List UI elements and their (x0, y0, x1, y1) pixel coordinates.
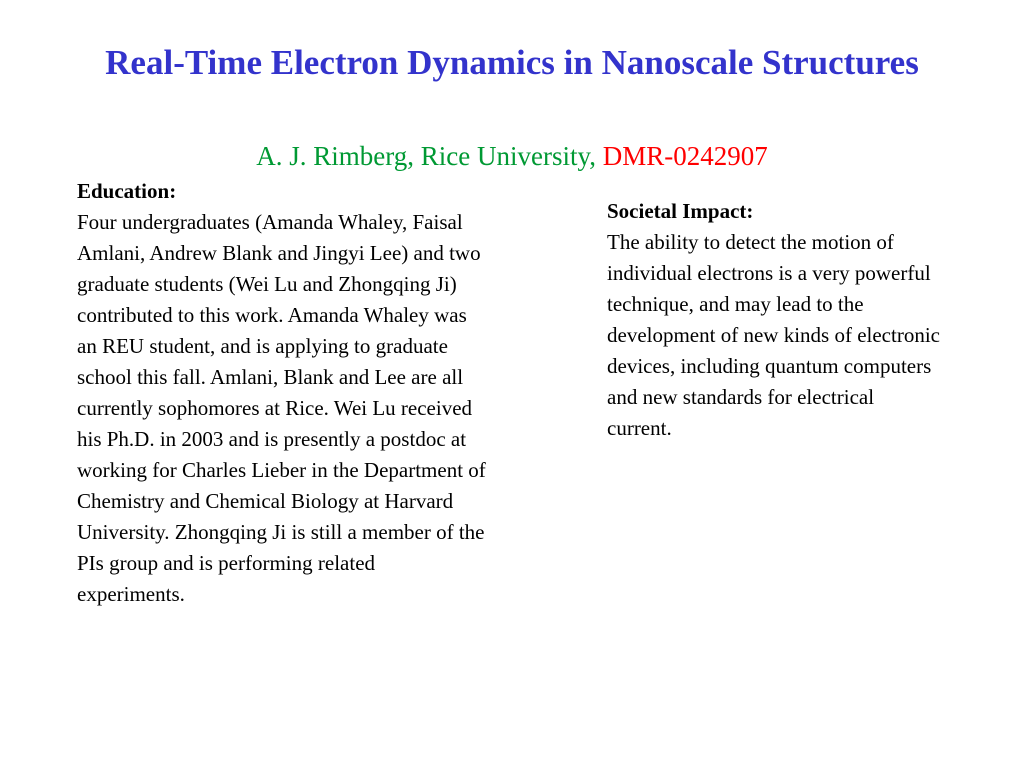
societal-impact-text: The ability to detect the motion of individual electrons is a very powerful technique, and may lead to the development of new kinds of electronic devices, including quantum computers and new standards for electrical current. (607, 230, 940, 440)
education-heading: Education: (77, 179, 177, 203)
byline (80, 139, 944, 173)
societal-impact-heading: Societal Impact: (607, 199, 754, 223)
societal-impact-section (607, 196, 942, 444)
author-affiliation: A. J. Rimberg, Rice University, (256, 141, 596, 171)
education-text: Four undergraduates (Amanda Whaley, Faisal Amlani, Andrew Blank and Jingyi Lee) and two graduate students (Wei Lu and Zhongqing Ji) contributed to this work. Amanda Whaley was an REU student, and is applying to graduate school this fall. Amlani, Blank and Lee are all currently sophomores at Rice. Wei Lu received his Ph.D. in 2003 and is presently a postdoc at working for Charles Lieber in the Department of Chemistry and Chemical Biology at Harvard University. Zhongqing Ji is still a member of the PIs group and is performing related experiments. (77, 210, 486, 606)
grant-number: DMR-0242907 (602, 141, 768, 171)
education-section (77, 176, 487, 610)
slide-title: Real-Time Electron Dynamics in Nanoscale Structures (105, 43, 919, 82)
